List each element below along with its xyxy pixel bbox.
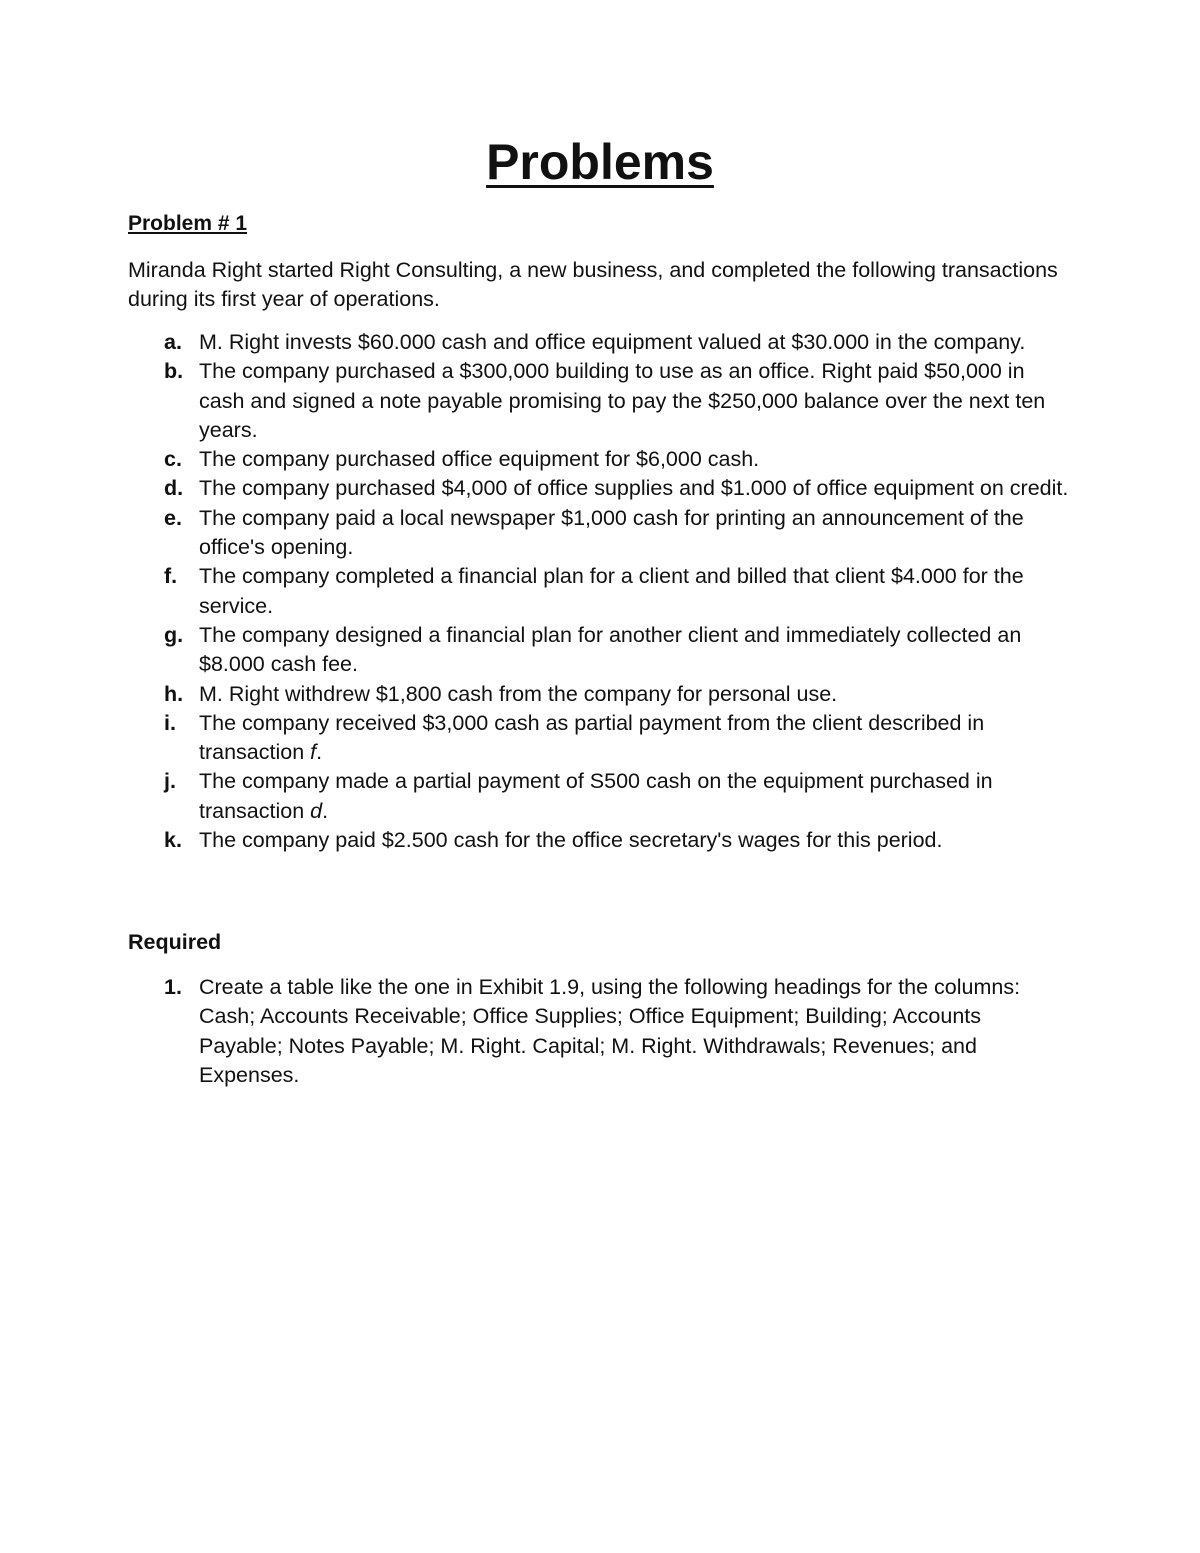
- transaction-item: [0, 474, 1074, 503]
- transaction-end-punctuation: .: [322, 798, 329, 823]
- transaction-item: [0, 328, 1074, 357]
- transaction-letter: e.: [164, 505, 182, 530]
- transaction-text: The company paid a local newspaper $1,000 cash for printing an announcement of the office's opening.: [199, 505, 1024, 560]
- transaction-letter: j.: [164, 769, 176, 794]
- page-title: Problems: [486, 134, 714, 190]
- required-item: [0, 973, 1064, 1090]
- transaction-text: The company purchased a $300,000 building to use as an office. Right paid $50,000 in cash and signed a note payable promising to pay the $250,000 balance over the next ten years.: [199, 359, 1046, 442]
- transaction-item: [0, 562, 1074, 621]
- transaction-text: The company purchased office equipment for $6,000 cash.: [199, 447, 760, 472]
- transaction-item: [0, 709, 1074, 768]
- transaction-item: [0, 680, 1074, 709]
- problem-intro: Miranda Right started Right Consulting, a new business, and completed the following transactions during its first year of operations.: [128, 258, 1058, 311]
- transaction-text: The company purchased $4,000 of office supplies and $1.000 of office equipment on credit.: [199, 476, 1069, 501]
- problem-heading: Problem # 1: [128, 212, 248, 235]
- transaction-letter: k.: [164, 828, 182, 853]
- transaction-item: [0, 621, 1074, 680]
- transaction-item: [0, 767, 1074, 826]
- transaction-text: The company designed a financial plan for another client and immediately collected an $8.000 cash fee.: [199, 622, 1022, 677]
- required-number: 1.: [164, 975, 182, 999]
- transaction-letter: h.: [164, 681, 184, 706]
- transaction-letter: a.: [164, 330, 182, 354]
- transaction-text: M. Right invests $60.000 cash and office equipment valued at $30.000 in the company.: [199, 330, 1026, 354]
- transaction-reference: d: [310, 798, 323, 823]
- transaction-item: [0, 826, 1074, 855]
- transaction-letter: c.: [164, 447, 182, 472]
- required-text: Create a table like the one in Exhibit 1.9, using the following headings for the columns: Cash; Accounts Receivable; Office Supplies; Office Equipment; Building; Accounts Payable; Notes Payable; M. Right. Capital; M. Right. Withdrawals; Revenues; and Expenses.: [199, 975, 1021, 1087]
- transaction-letter: d.: [164, 476, 184, 501]
- transaction-text: The company completed a financial plan for a client and billed that client $4.000 for the service.: [199, 564, 1024, 618]
- transaction-text: The company paid $2.500 cash for the office secretary's wages for this period.: [199, 828, 943, 853]
- transaction-reference: f: [310, 740, 317, 765]
- transaction-text: M. Right withdrew $1,800 cash from the company for personal use.: [199, 681, 838, 706]
- transaction-letter: i.: [164, 710, 176, 735]
- transaction-letter: b.: [164, 359, 184, 384]
- transaction-item: [0, 504, 1074, 563]
- transaction-item: [0, 445, 1074, 474]
- transaction-text: The company received $3,000 cash as partial payment from the client described in transaction: [199, 710, 985, 765]
- transaction-text: The company made a partial payment of S500 cash on the equipment purchased in transaction: [199, 769, 993, 823]
- required-heading: Required: [128, 930, 222, 954]
- transaction-item: [0, 357, 1074, 445]
- transaction-end-punctuation: .: [316, 740, 323, 765]
- required-list: [0, 973, 1200, 1090]
- transaction-list: [0, 328, 1200, 855]
- transaction-letter: f.: [164, 564, 178, 589]
- transaction-letter: g.: [164, 622, 184, 647]
